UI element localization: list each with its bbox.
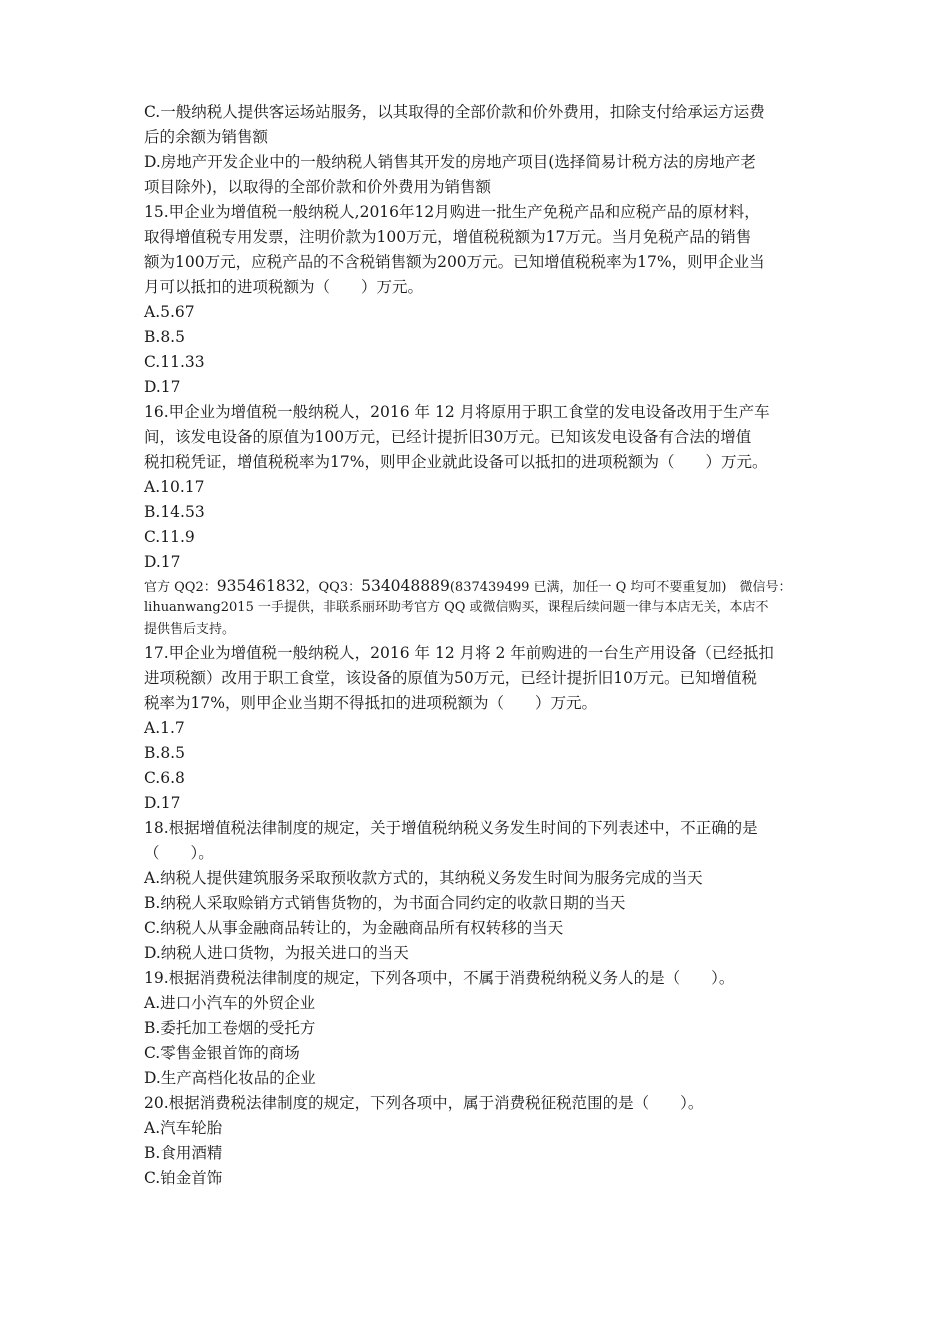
option-c: C.11.9: [144, 528, 195, 546]
question-15-line: 月可以抵扣的进项税额为（ ）万元。: [144, 278, 424, 296]
question-15-line: 额为100万元，应税产品的不含税销售额为200万元。已知增值税税率为17%，则甲企业当: [144, 253, 765, 271]
question-17-line: 17.甲企业为增值税一般纳税人，2016 年 12 月将 2 年前购进的一台生产用设备（已经抵扣: [144, 644, 774, 662]
question-16-line: 间，该发电设备的原值为100万元，已经计提折旧30万元。已知该发电设备有合法的增值: [144, 428, 752, 446]
qq2-number: 935461832: [216, 577, 306, 595]
notice-prefix: 官方 QQ2：: [144, 580, 217, 595]
question-17-line: 税率为17%，则甲企业当期不得抵扣的进项税额为（ ）万元。: [144, 694, 597, 712]
option-d: D.生产高档化妆品的企业: [144, 1069, 316, 1087]
option-d: D.17: [144, 794, 181, 812]
option-c: C.纳税人从事金融商品转让的，为金融商品所有权转移的当天: [144, 919, 564, 937]
option-b: B.委托加工卷烟的受托方: [144, 1019, 316, 1037]
option-d: D.纳税人进口货物，为报关进口的当天: [144, 944, 409, 962]
text-line: D.房地产开发企业中的一般纳税人销售其开发的房地产项目(选择简易计税方法的房地产老: [144, 153, 756, 171]
contact-notice-line-3: 提供售后支持。: [144, 622, 236, 637]
text-line: C.一般纳税人提供客运场站服务，以其取得的全部价款和价外费用，扣除支付给承运方运费: [144, 103, 765, 121]
option-a: A.10.17: [144, 478, 205, 496]
question-19-line: 19.根据消费税法律制度的规定，下列各项中，不属于消费税纳税义务人的是（ ）。: [144, 969, 735, 987]
option-c: C.6.8: [144, 769, 185, 787]
contact-notice-line-1: [144, 575, 816, 597]
contact-notice-line-2: lihuanwang2015 一手提供，非联系丽环助考官方 QQ 或微信购买，课程后续问题一律与本店无关，本店不: [144, 600, 769, 615]
text-line: 后的余额为销售额: [144, 128, 269, 146]
question-16-line: 税扣税凭证，增值税税率为17%，则甲企业就此设备可以抵扣的进项税额为（ ）万元。: [144, 453, 768, 471]
option-c: C.铂金首饰: [144, 1169, 223, 1187]
option-d: D.17: [144, 553, 181, 571]
question-15-line: 取得增值税专用发票，注明价款为100万元，增值税税额为17万元。当月免税产品的销售: [144, 228, 752, 246]
option-b: B.14.53: [144, 503, 205, 521]
qq3-number: 534048889: [361, 577, 450, 595]
question-17-line: 进项税额）改用于职工食堂，该设备的原值为50万元，已经计提折旧10万元。已知增值税: [144, 669, 757, 687]
option-b: B.8.5: [144, 744, 185, 762]
option-c: C.零售金银首饰的商场: [144, 1044, 300, 1062]
question-18-line: （ ）。: [144, 844, 214, 862]
document-body: [144, 100, 816, 1191]
question-15-line: 15.甲企业为增值税一般纳税人,2016年12月购进一批生产免税产品和应税产品的原材料，: [144, 203, 760, 221]
option-a: A.进口小汽车的外贸企业: [144, 994, 316, 1012]
question-18-line: 18.根据增值税法律制度的规定，关于增值税纳税义务发生时间的下列表述中，不正确的是: [144, 819, 758, 837]
notice-separator: ，QQ3：: [305, 580, 362, 595]
option-c: C.11.33: [144, 353, 205, 371]
option-a: A.纳税人提供建筑服务采取预收款方式的，其纳税义务发生时间为服务完成的当天: [144, 869, 703, 887]
option-a: A.汽车轮胎: [144, 1119, 223, 1137]
notice-paren: (837439499 已满，加任一 Q 均可不要重复加) 微信号：: [449, 580, 792, 595]
option-b: B.食用酒精: [144, 1144, 223, 1162]
question-20-line: 20.根据消费税法律制度的规定，下列各项中，属于消费税征税范围的是（ ）。: [144, 1094, 704, 1112]
option-a: A.5.67: [144, 303, 195, 321]
option-a: A.1.7: [144, 719, 185, 737]
option-b: B.纳税人采取赊销方式销售货物的，为书面合同约定的收款日期的当天: [144, 894, 626, 912]
text-line: 项目除外)，以取得的全部价款和价外费用为销售额: [144, 178, 492, 196]
question-16-line: 16.甲企业为增值税一般纳税人，2016 年 12 月将原用于职工食堂的发电设备改用于生产车: [144, 403, 770, 421]
option-d: D.17: [144, 378, 181, 396]
option-b: B.8.5: [144, 328, 185, 346]
